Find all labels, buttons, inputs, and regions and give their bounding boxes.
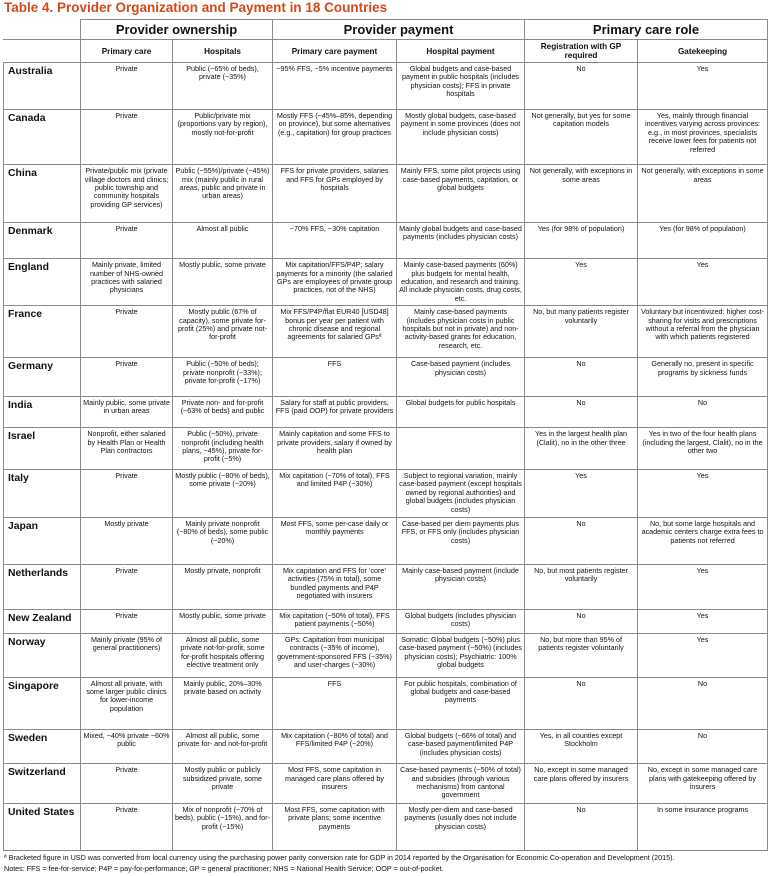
table-cell: Mostly public (~80% of beds), some private (~20%): [173, 469, 273, 517]
table-cell: Yes: [638, 633, 768, 677]
table-cell: No: [525, 803, 638, 850]
corner-cell: [4, 40, 81, 63]
table-cell: Case-based payment (includes physician costs): [397, 358, 525, 397]
table-cell: Private/public mix (private village doctors and clinics; public township and community hospitals providing GP services): [81, 165, 173, 222]
table-row: [4, 729, 768, 763]
table-cell: No, but some large hospitals and academic centers charge extra fees to patients not referred: [638, 517, 768, 564]
table-row: [4, 396, 768, 427]
table-cell: Somatic: Global budgets (~50%) plus case-based payment (~50%) (includes physician costs); Psychiatric: 100% global budgets: [397, 633, 525, 677]
table-cell: Global budgets (~66% of total) and case-based payment/limited P4P (includes physician costs): [397, 729, 525, 763]
table-cell: Public (~65% of beds), private (~35%): [173, 63, 273, 110]
table-row: [4, 633, 768, 677]
table-row: [4, 63, 768, 110]
table-row: [4, 109, 768, 164]
table-cell: Mostly FFS (~45%–85%, depending on province), but some alternatives (e.g., capitation) for group practices: [273, 109, 397, 164]
table-cell: In some insurance programs: [638, 803, 768, 850]
table-cell: No: [525, 63, 638, 110]
country-name: New Zealand: [4, 609, 81, 633]
table-cell: Mix capitation (~50% of total), FFS patient payments (~50%): [273, 609, 397, 633]
table-cell: Almost all public, some private for- and not-for-profit: [173, 729, 273, 763]
table-cell: Mix capitation/FFS/P4P; salary payments for a minority (the salaried GPs are employees of private group practices, not of the NHS): [273, 259, 397, 306]
country-name: Norway: [4, 633, 81, 677]
table-cell: FFS: [273, 358, 397, 397]
table-cell: Generally no, present in specific programs by sickness funds: [638, 358, 768, 397]
table-cell: Mix capitation (~80% of total) and FFS/limited P4P (~20%): [273, 729, 397, 763]
table-cell: Mainly FFS, some pilot projects using case-based payments, capitation, or global budgets: [397, 165, 525, 222]
table-cell: Private: [81, 109, 173, 164]
group-header: Provider ownership: [81, 20, 273, 40]
table-row: [4, 222, 768, 259]
column-header: Gatekeeping: [638, 40, 768, 63]
table-row: [4, 469, 768, 517]
table-cell: No, except in some managed care plans with gatekeeping offered by insurers: [638, 764, 768, 804]
table-cell: Most FFS, some capitation in managed care plans offered by insurers: [273, 764, 397, 804]
table-cell: Case-based payments (~50% of total) and subsidies (through various mechanisms) from cantonal government: [397, 764, 525, 804]
country-name: Netherlands: [4, 564, 81, 609]
table-row: [4, 306, 768, 358]
table-cell: Mostly public, some private: [173, 609, 273, 633]
table-cell: Mostly per-diem and case-based payments (usually does not include physician costs): [397, 803, 525, 850]
table-cell: Private: [81, 358, 173, 397]
table-row: [4, 517, 768, 564]
table-cell: Most FFS, some capitation with private plans; some incentive payments: [273, 803, 397, 850]
table-cell: Not generally, with exceptions in some areas: [638, 165, 768, 222]
table-cell: Mix of nonprofit (~70% of beds), public (~15%), and for-profit (~15%): [173, 803, 273, 850]
table-cell: Mostly public or publicly subsidized private, some private: [173, 764, 273, 804]
table-cell: No: [638, 729, 768, 763]
country-name: Australia: [4, 63, 81, 110]
country-name: Italy: [4, 469, 81, 517]
table-cell: Yes: [638, 564, 768, 609]
table-cell: Mainly private, limited number of NHS-owned practices with salaried physicians: [81, 259, 173, 306]
table-cell: Not generally, but yes for some capitation models: [525, 109, 638, 164]
table-cell: Yes: [638, 609, 768, 633]
table-row: [4, 677, 768, 729]
table-cell: Nonprofit, either salaried by Health Plan or Health Plan contractors: [81, 428, 173, 470]
table-cell: Private: [81, 564, 173, 609]
table-cell: Subject to regional variation, mainly case-based payment (except hospitals owned by regional authorities) and global budgets (includes physician costs): [397, 469, 525, 517]
column-header: Hospital payment: [397, 40, 525, 63]
country-name: England: [4, 259, 81, 306]
table-row: [4, 564, 768, 609]
table-cell: Private: [81, 469, 173, 517]
table-cell: ~95% FFS, ~5% incentive payments: [273, 63, 397, 110]
table-cell: Mainly public, 20%–30% private based on activity: [173, 677, 273, 729]
country-name: Canada: [4, 109, 81, 164]
table-cell: Public (~55%)/private (~45%) mix (mainly public in rural areas, public and private in urban areas): [173, 165, 273, 222]
table-row: [4, 428, 768, 470]
group-header: Provider payment: [273, 20, 525, 40]
table-cell: Yes: [525, 469, 638, 517]
table-cell: No, but most patients register voluntarily: [525, 564, 638, 609]
table-row: [4, 764, 768, 804]
column-header: Primary care: [81, 40, 173, 63]
table-cell: Mainly private nonprofit (~80% of beds), some public (~20%): [173, 517, 273, 564]
table-cell: Yes, mainly through financial incentives varying across provinces: e.g., in most provinces, specialists receive lower fees for patients not referred: [638, 109, 768, 164]
corner-cell: [4, 20, 81, 40]
column-header: Registration with GP required: [525, 40, 638, 63]
country-name: United States: [4, 803, 81, 850]
group-header: Primary care role: [525, 20, 768, 40]
table-cell: No, except in some managed care plans offered by insurers: [525, 764, 638, 804]
table-cell: For public hospitals, combination of global budgets and case-based payments: [397, 677, 525, 729]
table-cell: Global budgets and case-based payment in public hospitals (includes physician costs); FFS in private hospitals: [397, 63, 525, 110]
table-cell: Mainly private (95% of general practitioners): [81, 633, 173, 677]
table-cell: Mainly capitation and some FFS to private providers, salary if owned by health plan: [273, 428, 397, 470]
table-cell: No: [638, 677, 768, 729]
table-cell: Yes: [638, 259, 768, 306]
table-cell: Private: [81, 609, 173, 633]
table-cell: Private: [81, 764, 173, 804]
table-row: [4, 259, 768, 306]
table-cell: Public (~50% of beds); private nonprofit (~33%); private for-profit (~17%): [173, 358, 273, 397]
table-cell: Global budgets (includes physician costs): [397, 609, 525, 633]
table-cell: Global budgets for public hospitals: [397, 396, 525, 427]
table-cell: Most FFS, some per-case daily or monthly payments: [273, 517, 397, 564]
table-cell: Private: [81, 222, 173, 259]
country-name: Japan: [4, 517, 81, 564]
table-cell: Mainly case-based payments (60%) plus budgets for mental health, education, and research and training. All include physician costs, drug costs, etc.: [397, 259, 525, 306]
table-title: Table 4. Provider Organization and Payment in 18 Countries: [4, 0, 388, 15]
table-cell: [397, 428, 525, 470]
country-name: Israel: [4, 428, 81, 470]
table-cell: Mainly public, some private in urban areas: [81, 396, 173, 427]
table-cell: ~70% FFS, ~30% capitation: [273, 222, 397, 259]
country-name: China: [4, 165, 81, 222]
table-cell: GPs: Capitation from municipal contracts (~35% of income), government-sponsored FFS (~35%) and user-charges (~30%): [273, 633, 397, 677]
table-cell: No: [525, 677, 638, 729]
table-cell: No: [525, 396, 638, 427]
table-row: [4, 165, 768, 222]
table-cell: Mix capitation (~70% of total), FFS and limited P4P (~30%): [273, 469, 397, 517]
table-cell: Mainly case-based payment (include physician costs): [397, 564, 525, 609]
table-cell: Salary for staff at public providers, FFS (paid OOP) for private providers: [273, 396, 397, 427]
table-cell: No: [638, 396, 768, 427]
table-cell: Private: [81, 306, 173, 358]
column-header: Primary care payment: [273, 40, 397, 63]
table-cell: Mainly case-based payments (includes physician costs in public hospitals but not in private) and non-activity-based grants for education, research, etc.: [397, 306, 525, 358]
table-cell: Yes (for 98% of population): [638, 222, 768, 259]
table-cell: Almost all public, some private not-for-profit, some for-profit hospitals offering elective treatment only: [173, 633, 273, 677]
table-cell: Case-based per diem payments plus FFS, or FFS only (includes physician costs): [397, 517, 525, 564]
country-name: Germany: [4, 358, 81, 397]
country-name: Singapore: [4, 677, 81, 729]
table-cell: Public/private mix (proportions vary by region), mostly not-for-profit: [173, 109, 273, 164]
country-name: France: [4, 306, 81, 358]
table-cell: Yes in two of the four health plans (including the largest, Clalit), no in the other two: [638, 428, 768, 470]
table-cell: FFS: [273, 677, 397, 729]
table-cell: Private: [81, 63, 173, 110]
table-cell: Yes: [638, 63, 768, 110]
table-row: [4, 803, 768, 850]
table-cell: Yes: [525, 259, 638, 306]
table-row: [4, 609, 768, 633]
table-cell: Mix FFS/P4P/flat EUR40 [USD48] bonus per year per patient with chronic disease and regional agreements for salaried GPsª: [273, 306, 397, 358]
table-cell: Almost all public: [173, 222, 273, 259]
table-cell: Yes: [638, 469, 768, 517]
table-cell: Not generally, with exceptions in some areas: [525, 165, 638, 222]
table-cell: No: [525, 358, 638, 397]
table-cell: Mostly public, some private: [173, 259, 273, 306]
table-cell: No, but more than 95% of patients register voluntarily: [525, 633, 638, 677]
table-cell: No: [525, 517, 638, 564]
table-cell: Almost all private, with some larger public clinics for lower-income population: [81, 677, 173, 729]
country-name: Switzerland: [4, 764, 81, 804]
table-cell: Mostly private: [81, 517, 173, 564]
table-cell: Mostly private, nonprofit: [173, 564, 273, 609]
table-cell: No, but many patients register voluntarily: [525, 306, 638, 358]
table-cell: Voluntary but incentivized: higher cost-sharing for visits and prescriptions without a referral from the physician with which patients registered: [638, 306, 768, 358]
table-cell: No: [525, 609, 638, 633]
table-cell: Mainly global budgets and case-based payments (includes physician costs): [397, 222, 525, 259]
table-row: [4, 358, 768, 397]
table-cell: Yes in the largest health plan (Clalit), no in the other three: [525, 428, 638, 470]
country-name: India: [4, 396, 81, 427]
table-cell: Private: [81, 803, 173, 850]
column-header: Hospitals: [173, 40, 273, 63]
table-cell: Yes, in all counties except Stockholm: [525, 729, 638, 763]
table-cell: Public (~50%), private nonprofit (including health plans, ~45%), private for-profit (~5%): [173, 428, 273, 470]
table-cell: Yes (for 98% of population): [525, 222, 638, 259]
table-cell: Mostly global budgets, case-based payment in some provinces (does not include physician costs): [397, 109, 525, 164]
country-name: Sweden: [4, 729, 81, 763]
footnote-abbreviations: Notes: FFS = fee-for-service; P4P = pay-for-performance; GP = general practitioner; NHS = National Health Service; OOP = out-of-pocket.: [4, 864, 444, 873]
table-cell: Mix capitation and FFS for ‘core’ activities (75% in total), some bundled payments and P4P negotiated with insurers: [273, 564, 397, 609]
country-name: Denmark: [4, 222, 81, 259]
comparison-table: [3, 19, 768, 851]
table-cell: Mostly public (67% of capacity), some private for-profit (25%) and private not-for-profit: [173, 306, 273, 358]
table-cell: Private non- and for-profit (~63% of beds) and public: [173, 396, 273, 427]
footnote-ppp: ª Bracketed figure in USD was converted from local currency using the purchasing power parity conversion rate for GDP in 2014 reported by the Organisation for Economic Co-operation and Development (2015).: [4, 853, 675, 862]
table-cell: Mixed, ~40% private ~60% public: [81, 729, 173, 763]
table-cell: FFS for private providers, salaries and FFS for GPs employed by hospitals: [273, 165, 397, 222]
